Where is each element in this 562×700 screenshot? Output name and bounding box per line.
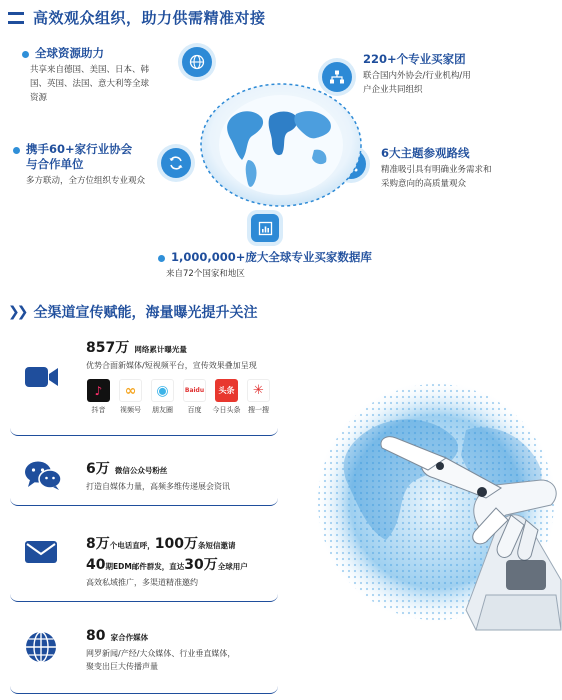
stat-number: 30万 <box>184 557 218 573</box>
desc-line: 联合国内外协会/行业机构/用 <box>363 71 471 81</box>
promo-card-video <box>10 336 278 436</box>
promo-card-wechat <box>10 446 278 506</box>
feature-heading-line: 与合作单位 <box>26 157 84 171</box>
app-channels <box>118 379 143 415</box>
wechat-icon <box>24 460 62 494</box>
app-label: 搜一搜 <box>248 406 269 414</box>
stat-number: 857万 <box>86 340 130 356</box>
video-camera-icon <box>24 364 60 394</box>
stat-number: 6万 <box>86 461 110 477</box>
card-stat <box>86 338 271 359</box>
bullet-dot <box>158 255 165 262</box>
card-body <box>86 459 230 493</box>
bullet-dot <box>13 147 20 154</box>
desc-line: 多方联动，全方位组织专业观众 <box>26 176 146 186</box>
bullet-dot <box>22 51 29 58</box>
douyin-logo-icon: ♪ <box>87 379 110 402</box>
robot-hand-globe-graphic <box>316 370 562 640</box>
card-body <box>86 338 271 415</box>
world-globe-graphic <box>196 80 366 210</box>
feature-desc <box>363 69 523 97</box>
desc-line: 国、英国、法国、意大利等全球 <box>30 79 150 89</box>
desc-line: 来自72个国家和地区 <box>166 269 245 279</box>
app-label: 抖音 <box>91 406 106 414</box>
app-moments <box>150 379 175 415</box>
desc-line: 采购意向的高质量观众 <box>381 179 467 189</box>
feature-desc <box>13 174 173 188</box>
app-label: 今日头条 <box>212 406 241 414</box>
stat-unit: 条短信邀请 <box>197 541 236 550</box>
app-label: 视频号 <box>120 406 141 414</box>
desc-line: 共享来自德国、美国、日本、韩 <box>30 65 150 75</box>
desc-line: 资源 <box>30 93 48 103</box>
card-body <box>86 626 235 673</box>
desc-line: 精准吸引具有明确业务需求和 <box>381 165 492 175</box>
section1-title-text: 高效观众组织，助力供需精准对接 <box>33 9 266 27</box>
feature-associations <box>13 142 173 188</box>
promo-card-media <box>10 616 278 694</box>
feature-desc <box>158 267 438 281</box>
app-search <box>246 379 271 415</box>
app-toutiao <box>214 379 239 415</box>
card-stat <box>86 626 235 647</box>
section2-title <box>8 302 257 322</box>
feature-desc <box>22 63 172 105</box>
section2-title-text: 全渠道宣传赋能，海量曝光提升关注 <box>33 305 258 321</box>
card-stat <box>86 459 230 480</box>
channels-logo-icon: ∞ <box>119 379 142 402</box>
app-baidu <box>182 379 207 415</box>
search-logo-icon: ✳ <box>247 379 270 402</box>
section1-title <box>8 7 266 28</box>
app-label: 朋友圈 <box>152 406 173 414</box>
stat-number: 100万 <box>154 536 198 552</box>
feature-heading: 6大主题参观路线 <box>381 146 470 160</box>
toutiao-logo-icon: 头条 <box>215 379 238 402</box>
card-desc: 打造自媒体力量，高频多维传递展会资讯 <box>86 482 230 491</box>
card-desc-line: 聚变出巨大传播声量 <box>86 662 158 671</box>
feature-desc <box>381 163 531 191</box>
feature-global-resources <box>22 46 172 105</box>
feature-database <box>158 250 438 281</box>
desc-line: 户企业共同组织 <box>363 85 423 95</box>
card-desc: 优势合面新媒体/短视频平台，宣传效果叠加呈现 <box>86 361 257 370</box>
double-chevron-icon: ❯❯ <box>8 304 26 320</box>
globe-grid-icon <box>24 630 58 668</box>
stat-unit: 个电话直呼， <box>109 541 155 550</box>
feature-heading: 全球资源助力 <box>35 46 104 60</box>
feature-routes <box>381 146 531 191</box>
globe-icon <box>182 47 212 77</box>
promo-card-mail <box>10 522 278 602</box>
feature-heading: 220+个专业买家团 <box>363 52 466 66</box>
stat-unit: 家合作媒体 <box>110 633 149 642</box>
card-desc-line: 网罗新闻/产经/大众媒体、行业垂直媒体， <box>86 649 236 658</box>
stat-unit: 全球用户 <box>217 562 248 571</box>
data-chart-icon <box>251 214 279 242</box>
feature-heading: 1,000,000+庞大全球专业买家数据库 <box>171 250 372 264</box>
app-douyin <box>86 379 111 415</box>
stat-unit: 微信公众号粉丝 <box>114 466 168 475</box>
app-list <box>86 379 271 415</box>
stat-number: 80 <box>86 628 106 644</box>
card-stat-line <box>86 534 248 555</box>
card-desc: 高效私域推广，多渠道精准邀约 <box>86 578 198 587</box>
card-body <box>86 534 248 589</box>
stat-unit: 期EDM邮件群发，直达 <box>105 562 185 571</box>
baidu-logo-icon: Baidu <box>183 379 206 402</box>
feature-buyer-groups <box>363 52 523 97</box>
feature-heading-line: 携手60+家行业协会 <box>26 142 133 156</box>
moments-logo-icon: ◉ <box>151 379 174 402</box>
stat-number: 8万 <box>86 536 110 552</box>
title-bars-icon <box>8 12 24 24</box>
mail-icon <box>24 540 58 568</box>
card-stat-line <box>86 555 248 576</box>
refresh-icon <box>161 148 191 178</box>
stat-unit: 网络累计曝光量 <box>134 345 187 354</box>
app-label: 百度 <box>187 406 202 414</box>
stat-number: 40 <box>86 557 106 573</box>
